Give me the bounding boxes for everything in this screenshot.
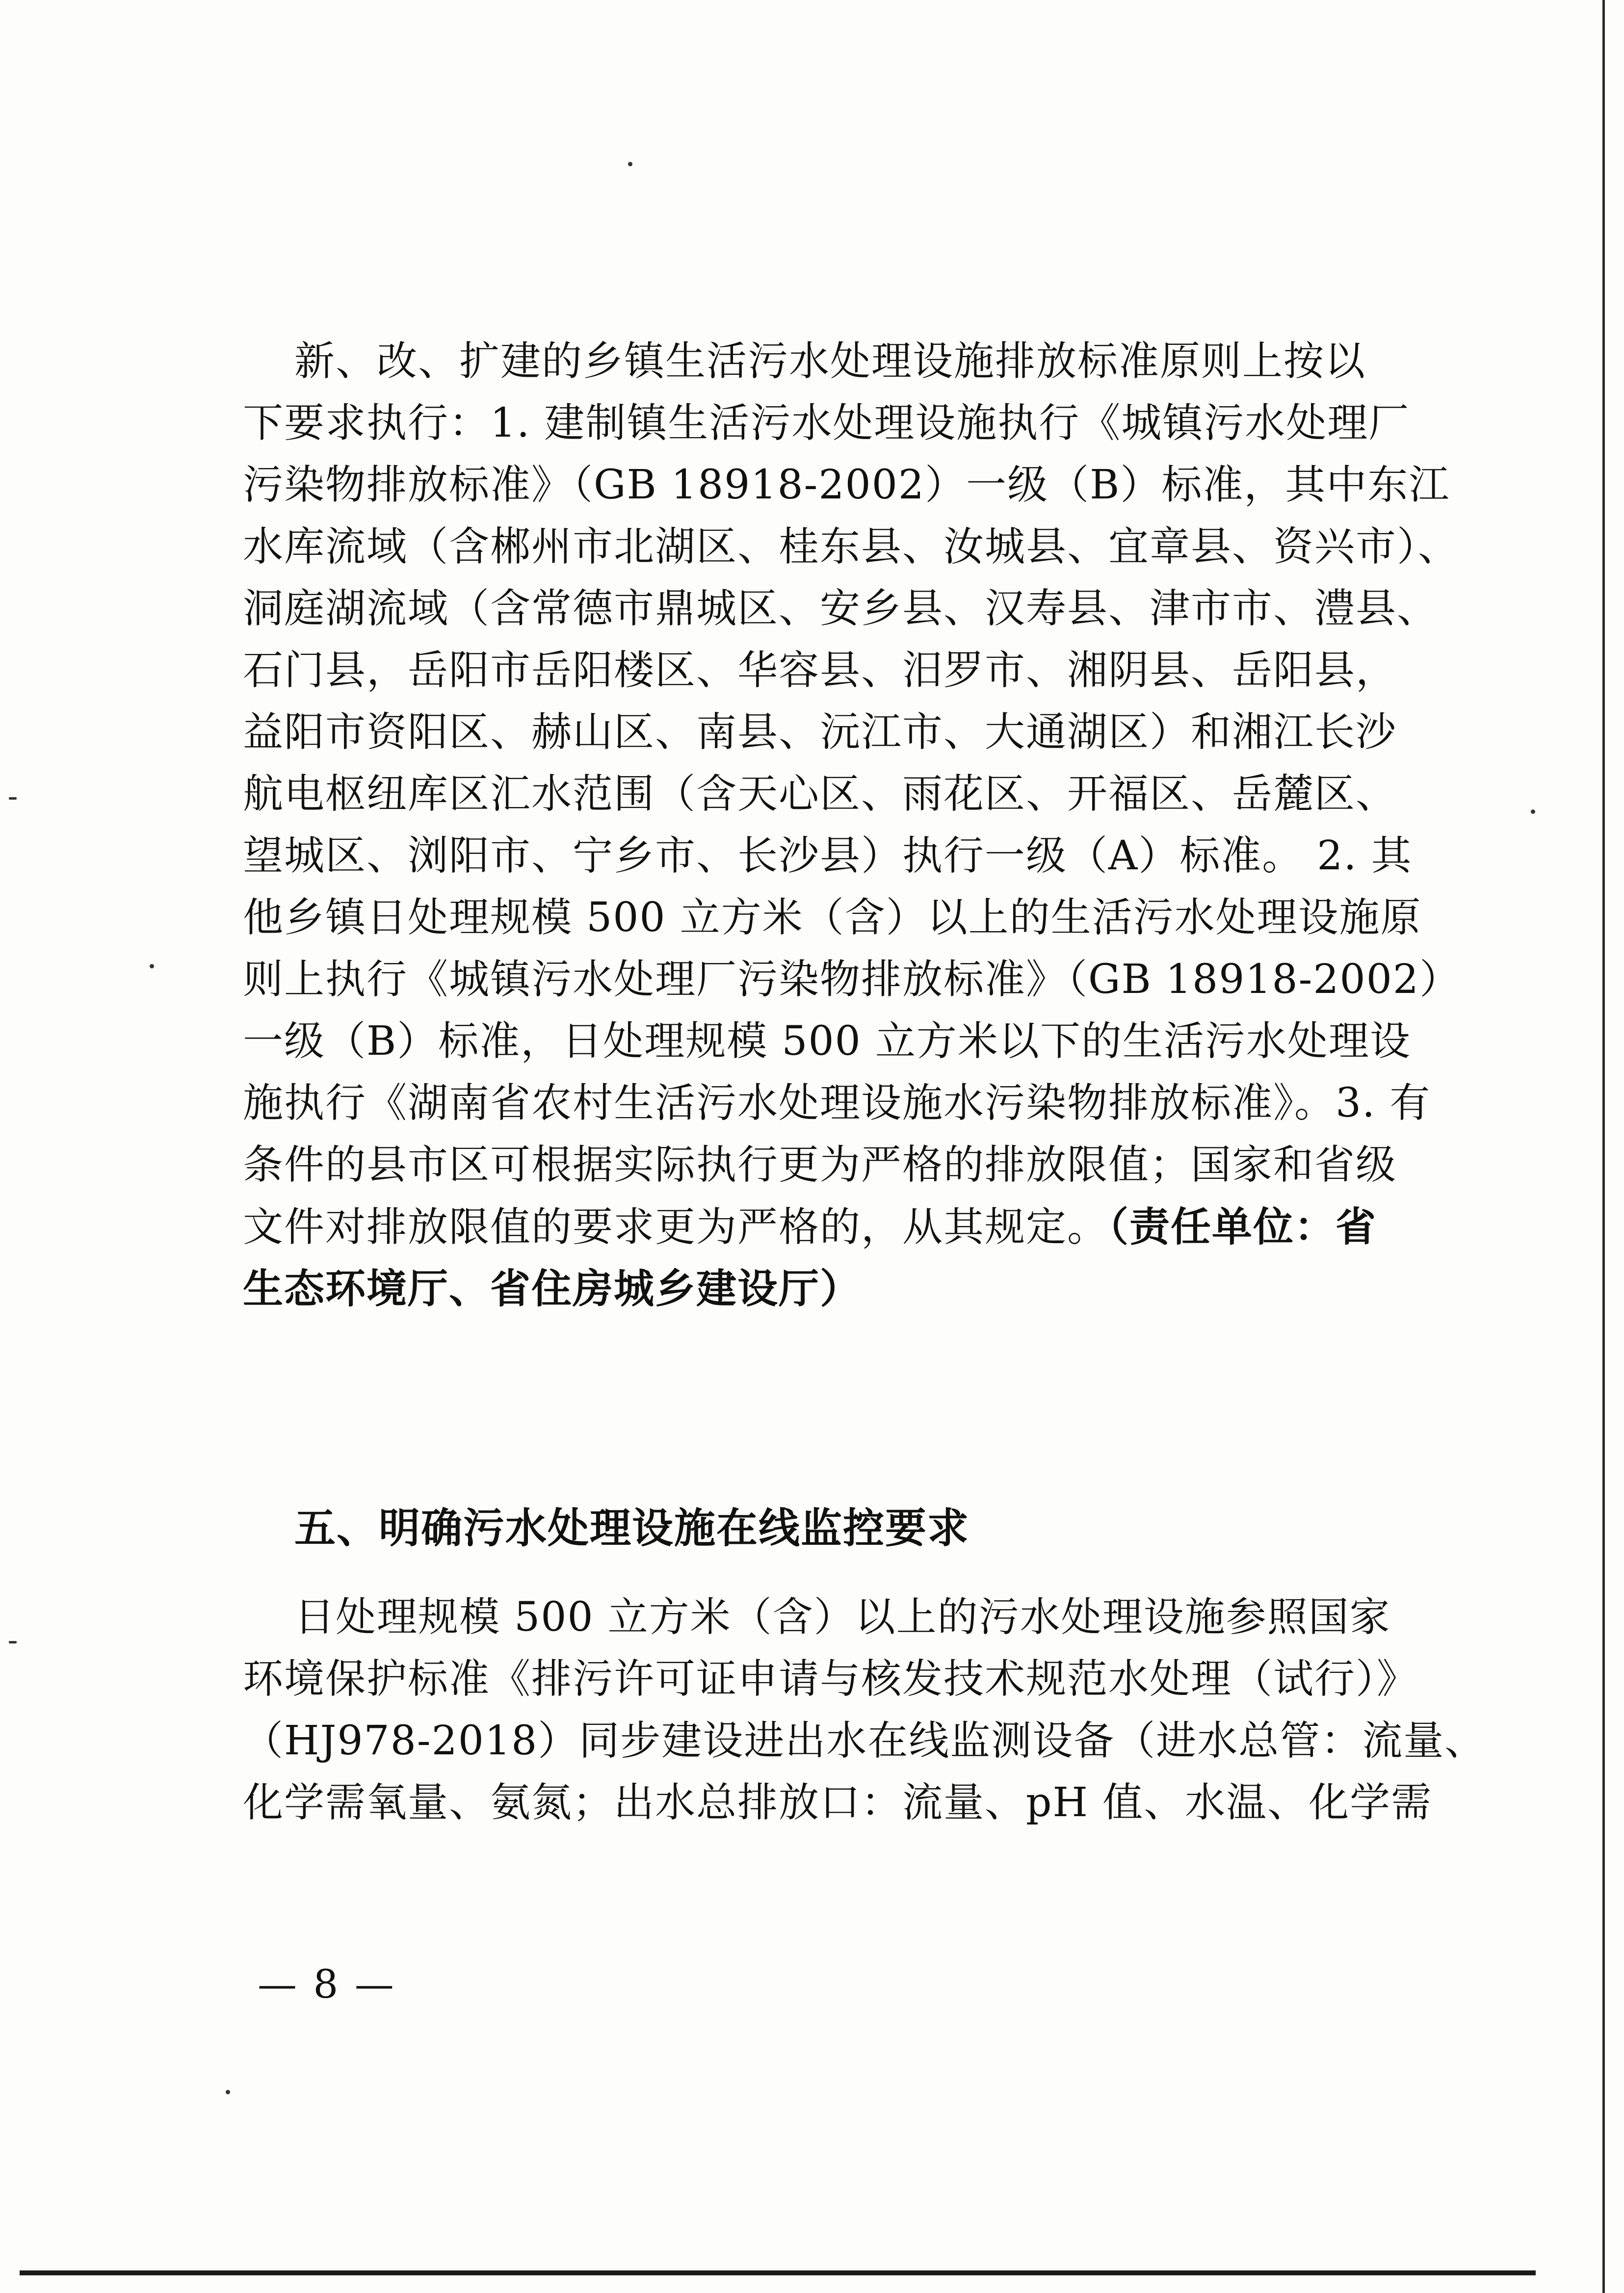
paragraph-1-line-6: 石门县，岳阳市岳阳楼区、华容县、汨罗市、湘阴县、岳阳县，	[243, 647, 1397, 694]
paragraph-2-line-3: （HJ978-2018）同步建设进出水在线监测设备（进水总管：流量、	[243, 1718, 1486, 1764]
paragraph-1-line-3: 污染物排放标准》（GB 18918-2002）一级（B）标准，其中东江	[243, 462, 1450, 508]
paragraph-1-line-2: 下要求执行：1. 建制镇生活污水处理设施执行《城镇污水处理厂	[243, 400, 1410, 446]
paragraph-2-line-4: 化学需氧量、氨氮；出水总排放口：流量、pH 值、水温、化学需	[243, 1779, 1433, 1826]
scan-speck	[9, 1641, 17, 1643]
bottom-rule	[20, 2270, 1536, 2275]
paragraph-1-line-10: 他乡镇日处理规模 500 立方米（含）以上的生活污水处理设施原	[243, 894, 1422, 941]
scan-edge-line	[1602, 0, 1605, 2293]
paragraph-1-line-15	[243, 1195, 1377, 1259]
paragraph-1-line-4: 水库流域（含郴州市北湖区、桂东县、汝城县、宜章县、资兴市）、	[243, 523, 1460, 570]
scan-speck	[628, 162, 632, 166]
paragraph-1-line-8: 航电枢纽库区汇水范围（含天心区、雨花区、开福区、岳麓区、	[243, 771, 1397, 817]
paragraph-2-line-1: 日处理规模 500 立方米（含）以上的污水处理设施参照国家	[294, 1594, 1391, 1641]
paragraph-1-line-15-text: 文件对排放限值的要求更为严格的，从其规定。	[243, 1204, 1109, 1251]
paragraph-1-line-11: 则上执行《城镇污水处理厂污染物排放标准》（GB 18918-2002）	[243, 956, 1461, 1003]
paragraph-1-line-13: 施执行《湖南省农村生活污水处理设施水污染物排放标准》。3. 有	[243, 1080, 1431, 1126]
section-heading-5: 五、明确污水处理设施在线监控要求	[294, 1504, 970, 1552]
scan-speck	[1531, 809, 1535, 814]
scan-speck	[150, 964, 154, 968]
scan-speck	[226, 2090, 230, 2094]
paragraph-2-line-2: 环境保护标准《排污许可证申请与核发技术规范水处理（试行）》	[243, 1656, 1418, 1702]
paragraph-1-line-5: 洞庭湖流域（含常德市鼎城区、安乡县、汉寿县、津市市、澧县、	[243, 585, 1439, 632]
paragraph-1-line-14: 条件的县市区可根据实际执行更为严格的排放限值；国家和省级	[243, 1142, 1397, 1188]
paragraph-1-line-1: 新、改、扩建的乡镇生活污水处理设施排放标准原则上按以	[294, 338, 1366, 385]
paragraph-1-line-12: 一级（B）标准，日处理规模 500 立方米以下的生活污水处理设	[243, 1018, 1411, 1065]
scan-speck	[9, 797, 17, 800]
paragraph-1-line-9: 望城区、浏阳市、宁乡市、长沙县）执行一级（A）标准。 2. 其	[243, 833, 1413, 879]
responsible-units-line: 生态环境厅、省住房城乡建设厅）	[243, 1265, 862, 1312]
paragraph-1-line-7: 益阳市资阳区、赫山区、南县、沅江市、大通湖区）和湘江长沙	[243, 709, 1397, 756]
responsible-units-label: （责任单位：省	[1108, 1203, 1377, 1251]
page-number: — 8 —	[258, 1961, 396, 2007]
